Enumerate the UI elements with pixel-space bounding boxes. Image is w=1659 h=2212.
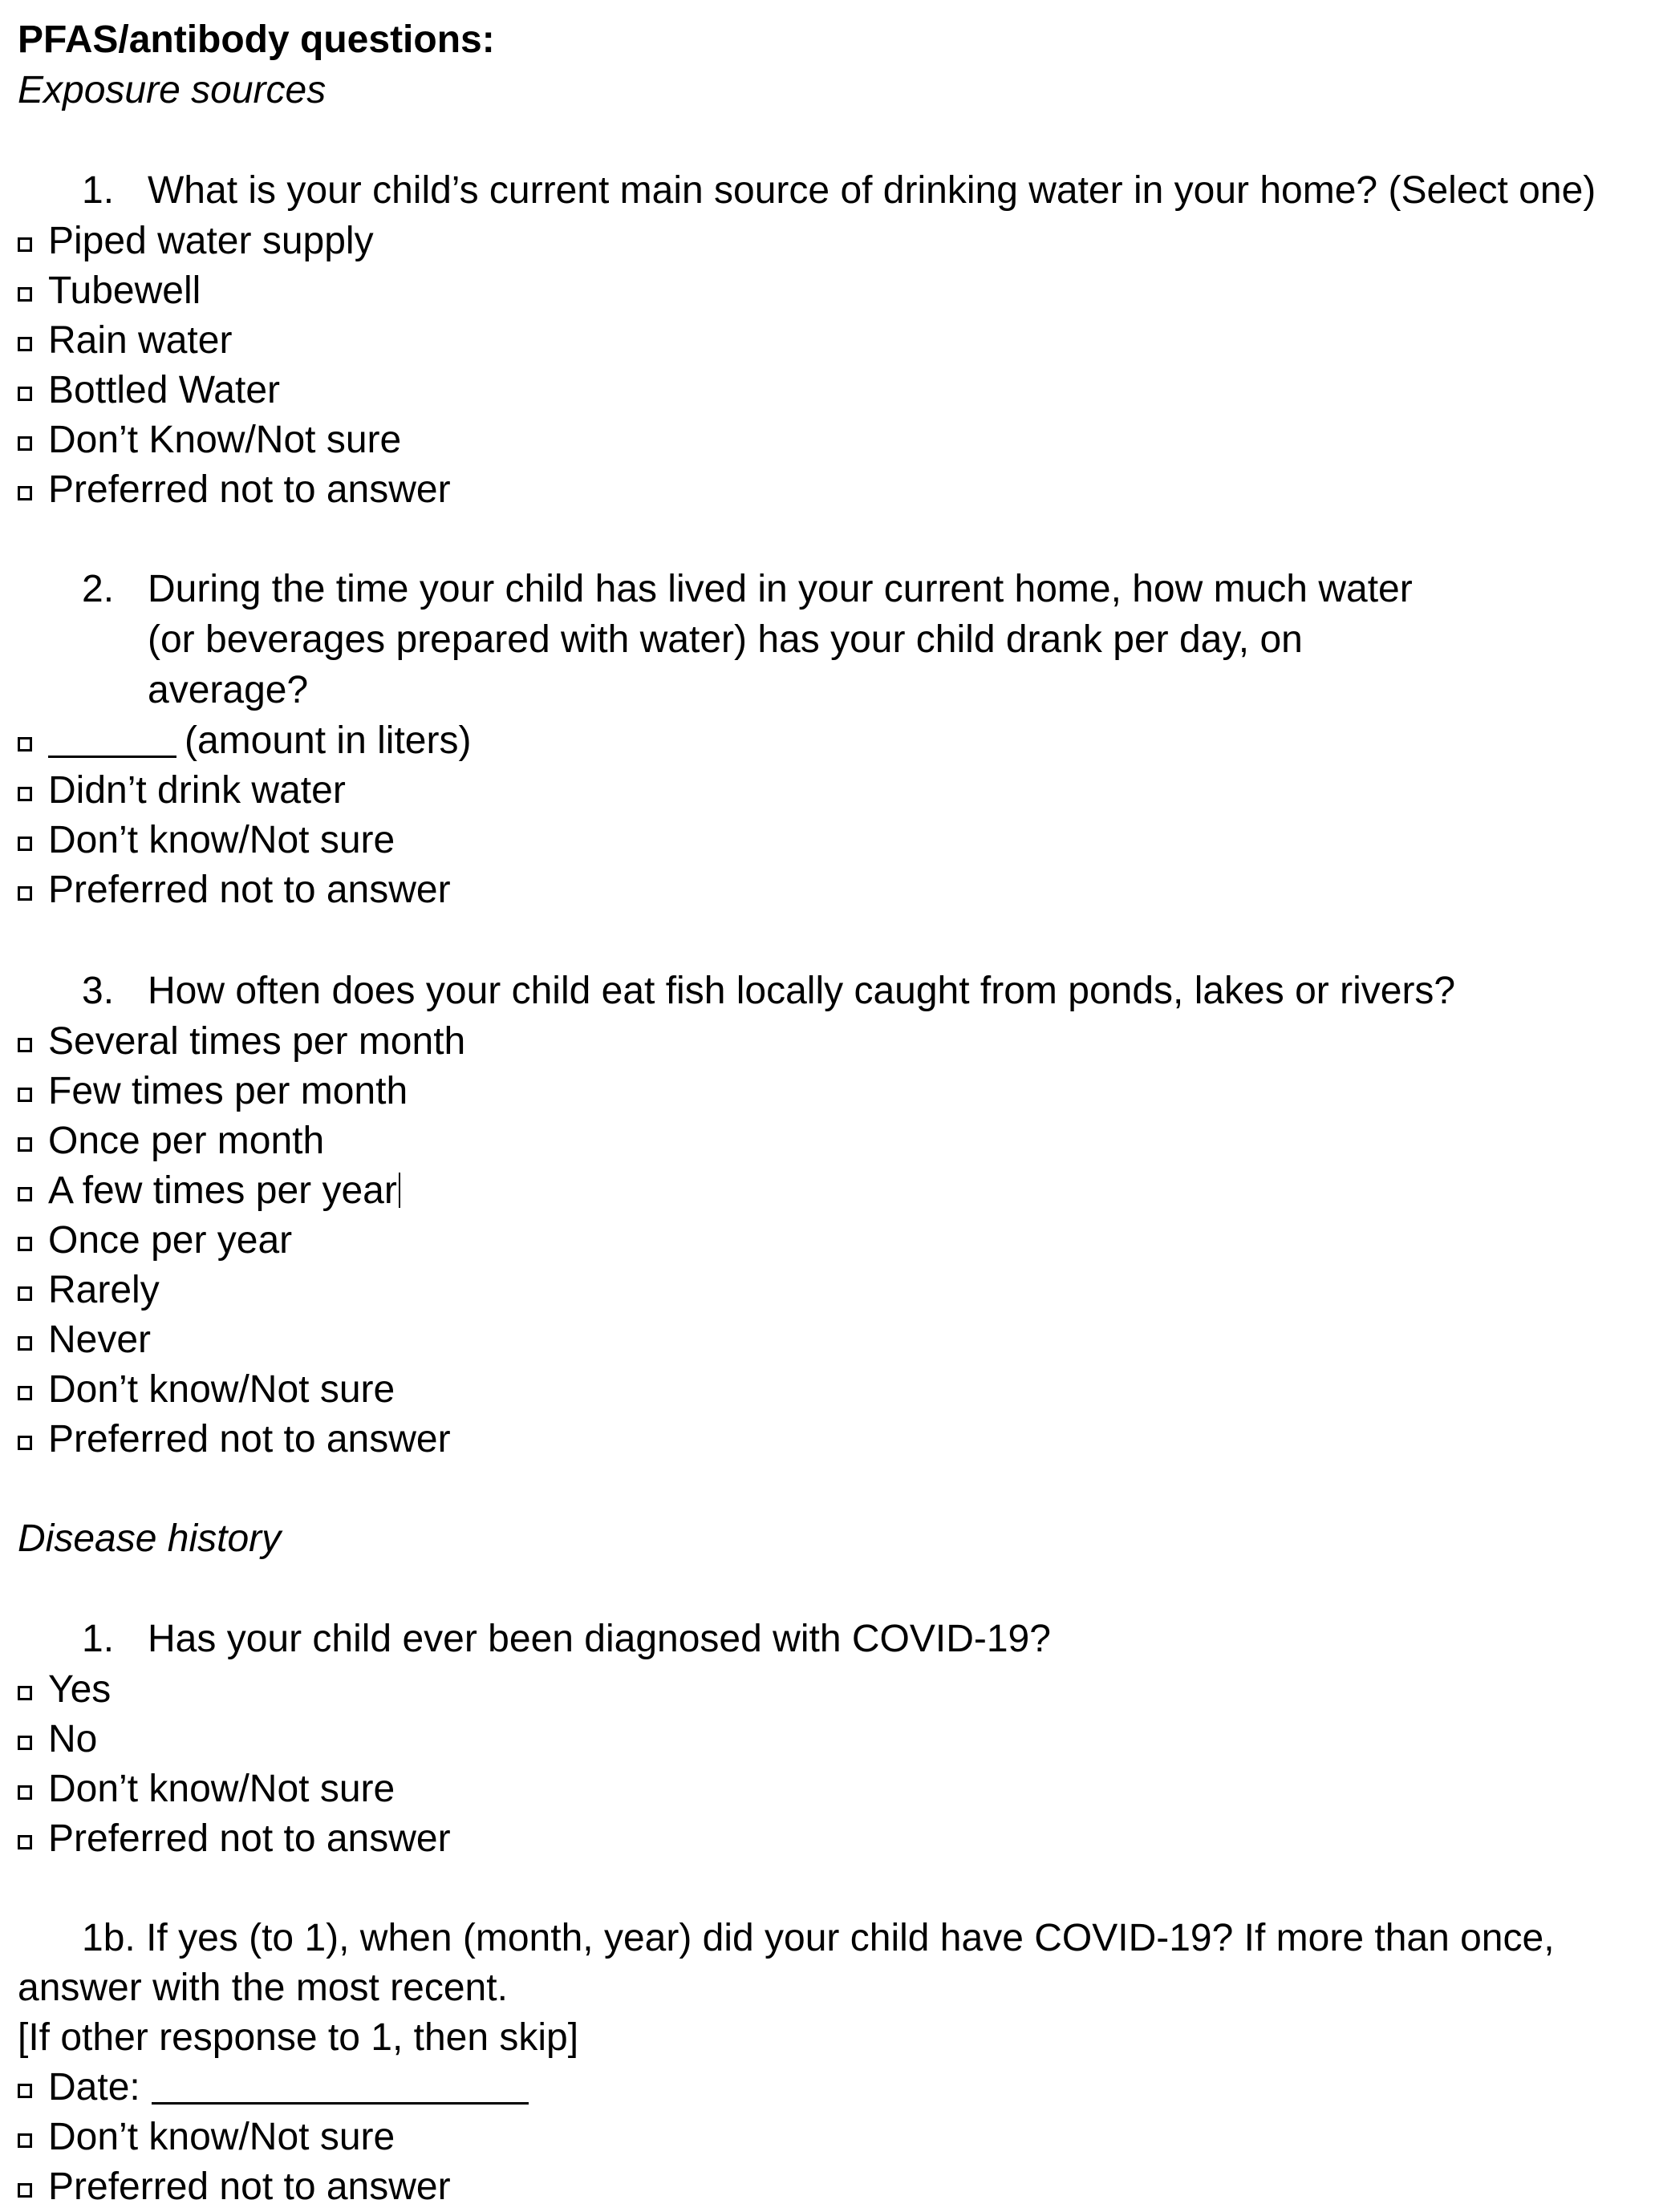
question-number: 2.: [82, 568, 115, 610]
option-no[interactable]: No: [18, 1714, 1654, 1764]
option-piped-water[interactable]: Piped water supply: [18, 216, 1654, 265]
section-heading-disease: Disease history: [18, 1517, 282, 1560]
option-amount-liters[interactable]: (amount in liters): [18, 715, 1654, 765]
checkbox-icon[interactable]: [18, 837, 32, 851]
option-prefer-not[interactable]: Preferred not to answer: [18, 464, 1654, 514]
checkbox-icon[interactable]: [18, 1736, 32, 1750]
question-number: 1.: [82, 1618, 115, 1660]
checkbox-icon[interactable]: [18, 1835, 32, 1849]
option-yes[interactable]: Yes: [18, 1664, 1654, 1714]
questionnaire-page: [18, 14, 1654, 2211]
checkbox-icon[interactable]: [18, 287, 32, 302]
option-prefer-not[interactable]: Preferred not to answer: [18, 1414, 1654, 1464]
document-title: PFAS/antibody questions:: [18, 18, 495, 61]
skip-instruction: [If other response to 1, then skip]: [18, 2016, 579, 2059]
option-dont-know[interactable]: Don’t know/Not sure: [18, 1764, 1654, 1813]
question-text: During the time your child has lived in your current home, how much water (or beverages prepared with water) has your child drank per day, on average?: [148, 568, 1413, 711]
checkbox-icon[interactable]: [18, 1286, 32, 1301]
option-rarely[interactable]: Rarely: [18, 1265, 1654, 1315]
option-rain-water[interactable]: Rain water: [18, 315, 1654, 365]
checkbox-icon[interactable]: [18, 787, 32, 801]
option-never[interactable]: Never: [18, 1315, 1654, 1364]
checkbox-icon[interactable]: [18, 1686, 32, 1700]
checkbox-icon[interactable]: [18, 1336, 32, 1351]
option-prefer-not[interactable]: Preferred not to answer: [18, 1813, 1654, 1863]
checkbox-icon[interactable]: [18, 1785, 32, 1800]
question-2-water-amount: [18, 564, 1654, 715]
option-bottled-water[interactable]: Bottled Water: [18, 365, 1654, 415]
option-once-year[interactable]: Once per year: [18, 1215, 1654, 1265]
question-text: What is your child’s current main source of drinking water in your home? (Select one): [148, 169, 1596, 212]
checkbox-icon[interactable]: [18, 436, 32, 451]
amount-input-line[interactable]: [48, 723, 176, 758]
option-dont-know[interactable]: Don’t know/Not sure: [18, 815, 1654, 865]
date-input-line[interactable]: [152, 2070, 529, 2105]
checkbox-icon[interactable]: [18, 2183, 32, 2198]
checkbox-icon[interactable]: [18, 2133, 32, 2148]
question-text: Has your child ever been diagnosed with COVID-19?: [148, 1618, 1051, 1660]
checkbox-icon[interactable]: [18, 387, 32, 401]
option-dont-know[interactable]: Don’t Know/Not sure: [18, 415, 1654, 464]
checkbox-icon[interactable]: [18, 1237, 32, 1251]
option-date[interactable]: Date:: [18, 2062, 1654, 2112]
option-prefer-not[interactable]: Preferred not to answer: [18, 865, 1654, 914]
checkbox-icon[interactable]: [18, 1038, 32, 1052]
checkbox-icon[interactable]: [18, 1137, 32, 1152]
question-covid-diagnosis: [18, 1614, 1654, 1664]
option-prefer-not[interactable]: Preferred not to answer: [18, 2161, 1654, 2211]
question-1b-line2: answer with the most recent.: [18, 1967, 508, 2009]
question-1b-line1: 1b. If yes (to 1), when (month, year) did your child have COVID-19? If more than once,: [82, 1917, 1555, 1959]
option-once-month[interactable]: Once per month: [18, 1116, 1654, 1165]
checkbox-icon[interactable]: [18, 486, 32, 500]
option-dont-know[interactable]: Don’t know/Not sure: [18, 2112, 1654, 2161]
text-cursor: [399, 1173, 400, 1208]
checkbox-icon[interactable]: [18, 2084, 32, 2098]
checkbox-icon[interactable]: [18, 337, 32, 351]
option-tubewell[interactable]: Tubewell: [18, 265, 1654, 315]
question-number: 1.: [82, 169, 115, 212]
option-few-times-month[interactable]: Few times per month: [18, 1066, 1654, 1116]
checkbox-icon[interactable]: [18, 1088, 32, 1102]
checkbox-icon[interactable]: [18, 1436, 32, 1450]
checkbox-icon[interactable]: [18, 237, 32, 252]
checkbox-icon[interactable]: [18, 737, 32, 752]
option-dont-know[interactable]: Don’t know/Not sure: [18, 1364, 1654, 1414]
option-didnt-drink[interactable]: Didn’t drink water: [18, 765, 1654, 815]
question-number: 3.: [82, 970, 115, 1012]
option-few-times-year[interactable]: A few times per year: [18, 1165, 1654, 1215]
checkbox-icon[interactable]: [18, 1386, 32, 1400]
checkbox-icon[interactable]: [18, 886, 32, 901]
section-heading-exposure: Exposure sources: [18, 69, 327, 111]
question-1-drinking-water: [18, 165, 1654, 216]
checkbox-icon[interactable]: [18, 1187, 32, 1201]
option-several-times-month[interactable]: Several times per month: [18, 1016, 1654, 1066]
question-text: How often does your child eat fish locally caught from ponds, lakes or rivers?: [148, 970, 1456, 1012]
question-3-fish-consumption: [18, 966, 1654, 1016]
